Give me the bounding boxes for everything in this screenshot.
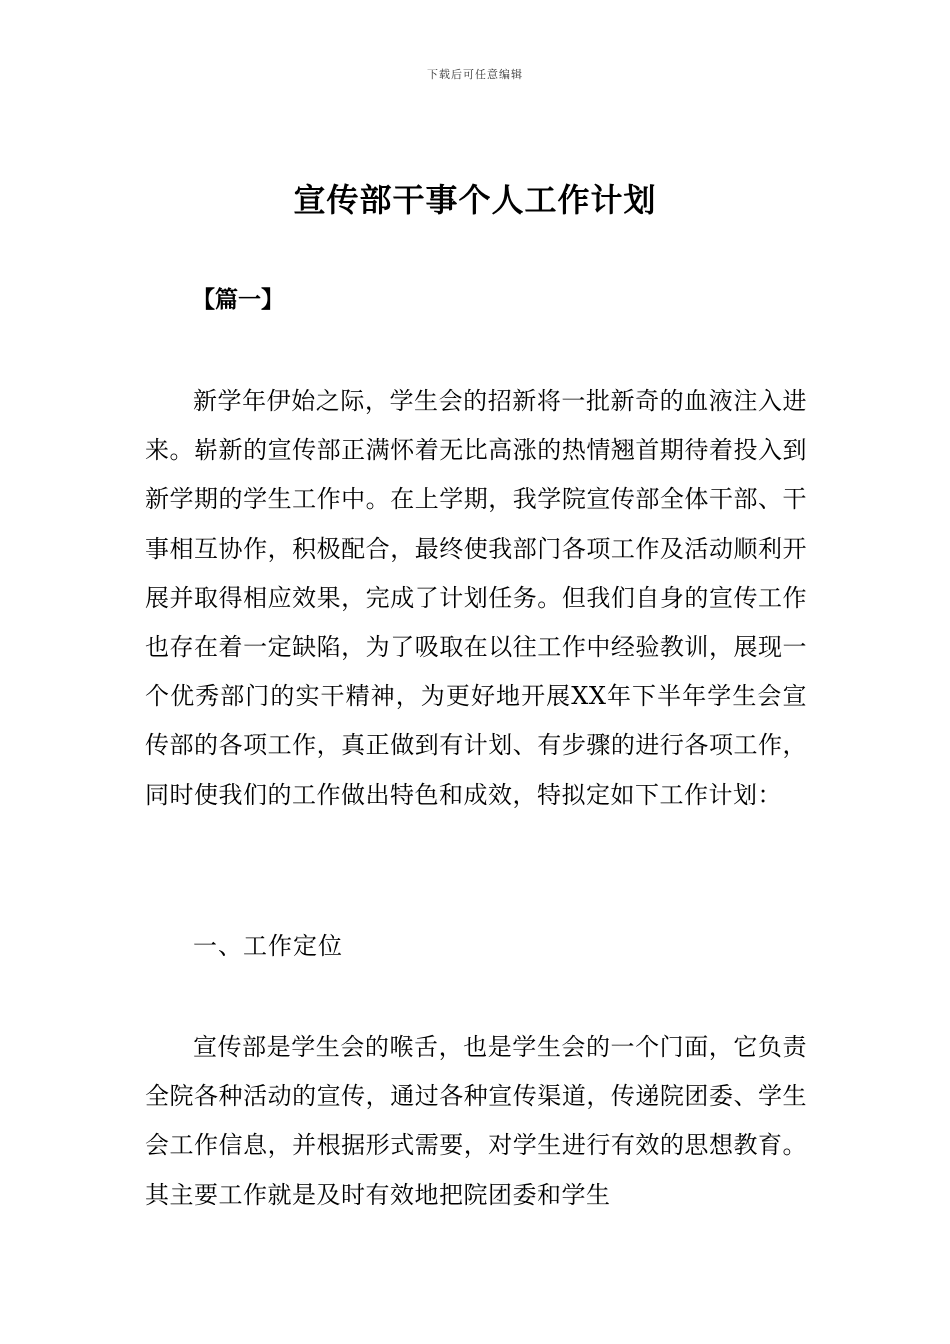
document-title: 宣传部干事个人工作计划 (293, 181, 657, 219)
body-paragraph: 宣传部是学生会的喉舌，也是学生会的一个门面，它负责全院各种活动的宣传，通过各种宣传渠道，传递院团委、学生会工作信息，并根据形式需要，对学生进行有效的思想教育。其主要工作就是及时有效地把院团委和学生 (145, 1033, 807, 1209)
section-label: 【篇一】 (192, 287, 284, 313)
body-paragraph: 新学年伊始之际，学生会的招新将一批新奇的血液注入进来。崭新的宣传部正满怀着无比高涨的热情翘首期待着投入到新学期的学生工作中。在上学期，我学院宣传部全体干部、干事相互协作，积极配合，最终使我部门各项工作及活动顺利开展并取得相应效果，完成了计划任务。但我们自身的宣传工作也存在着一定缺陷，为了吸取在以往工作中经验教训，展现一个优秀部门的实干精神，为更好地开展XX年下半年学生会宣传部的各项工作，真正做到有计划、有步骤的进行各项工作，同时使我们的工作做出特色和成效，特拟定如下工作计划： (145, 387, 807, 809)
section-heading: 一、工作定位 (193, 932, 343, 960)
header-note: 下载后可任意编辑 (427, 68, 523, 81)
